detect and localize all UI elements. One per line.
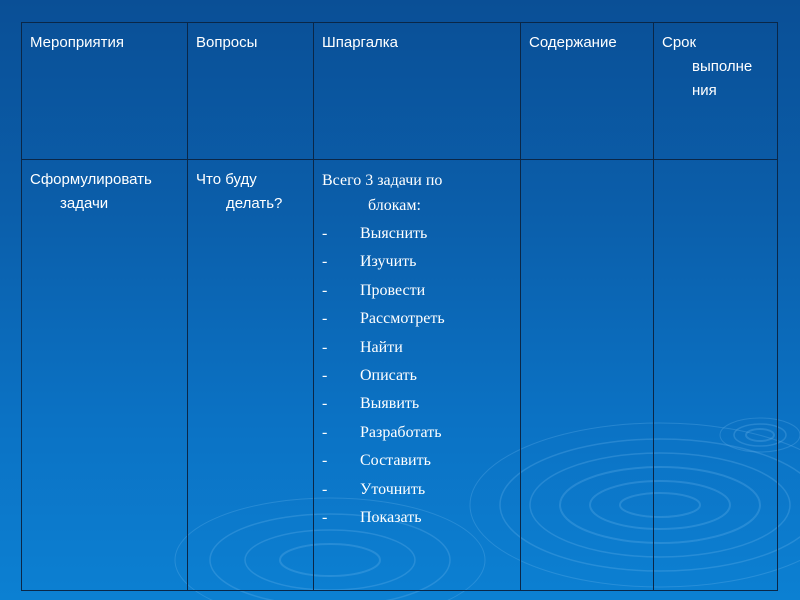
cell-voprosy <box>188 160 314 591</box>
list-item <box>314 476 520 504</box>
header-row <box>22 23 778 160</box>
header-shpargalka: Шпаргалка <box>322 34 399 51</box>
meropriyatiya-line1: Сформулировать <box>30 171 152 188</box>
list-item-label: Изучить <box>360 253 417 271</box>
list-item-label: Выяснить <box>360 225 428 242</box>
header-srok-line2: выполне <box>692 58 753 75</box>
list-dash: - <box>322 281 328 299</box>
srok-value <box>654 160 777 168</box>
cell-soderzhanie <box>521 160 654 591</box>
header-cell-shpargalka <box>314 23 521 160</box>
list-item-label: Провести <box>360 281 426 299</box>
voprosy-line1: Что буду <box>196 171 257 188</box>
list-item-label: Показать <box>360 508 422 526</box>
list-item-label: Составить <box>360 452 431 470</box>
list-dash: - <box>322 253 328 271</box>
header-srok-line3: ния <box>692 82 717 99</box>
header-cell-soderzhanie <box>521 23 654 160</box>
list-item <box>314 390 520 418</box>
header-voprosy: Вопросы <box>196 34 258 51</box>
cell-srok <box>654 160 778 591</box>
list-dash: - <box>322 508 328 526</box>
list-item <box>314 362 520 390</box>
header-meropriyatiya: Мероприятия <box>30 34 125 51</box>
cell-meropriyatiya <box>22 160 188 591</box>
shpargalka-intro-line2: блокам: <box>368 197 421 214</box>
voprosy-line2: делать? <box>226 195 283 212</box>
list-item <box>314 248 520 276</box>
header-srok <box>654 23 777 103</box>
header-cell-srok <box>654 23 778 160</box>
list-item-label: Разработать <box>360 423 442 441</box>
list-item-label: Выявить <box>360 395 420 413</box>
meropriyatiya-line2: задачи <box>60 195 109 212</box>
meropriyatiya-text <box>22 160 187 216</box>
list-item <box>314 334 520 362</box>
shpargalka-intro-line1: Всего 3 задачи по <box>322 172 443 189</box>
list-dash: - <box>322 423 328 441</box>
header-cell-voprosy <box>188 23 314 160</box>
table-row <box>22 160 778 591</box>
list-dash: - <box>322 395 328 413</box>
list-item <box>314 447 520 475</box>
list-item-label: Найти <box>360 338 403 356</box>
list-item-label: Описать <box>360 366 417 384</box>
header-srok-line1: Срок <box>662 34 697 51</box>
list-dash: - <box>322 338 328 356</box>
cell-shpargalka <box>314 160 521 591</box>
list-item-label: Уточнить <box>360 480 426 498</box>
task-list <box>314 220 520 532</box>
voprosy-text <box>188 160 313 216</box>
list-dash: - <box>322 366 328 384</box>
list-dash: - <box>322 225 328 242</box>
list-item <box>314 220 520 248</box>
list-item <box>314 504 520 532</box>
list-item <box>314 305 520 333</box>
planning-table <box>21 22 778 591</box>
list-item <box>314 277 520 305</box>
header-cell-meropriyatiya <box>22 23 188 160</box>
list-dash: - <box>322 310 328 328</box>
list-item-label: Рассмотреть <box>360 310 445 328</box>
shpargalka-content <box>314 160 520 218</box>
list-dash: - <box>322 452 328 470</box>
header-soderzhanie: Содержание <box>529 34 617 51</box>
list-item <box>314 419 520 447</box>
soderzhanie-value <box>521 160 653 168</box>
list-dash: - <box>322 480 328 498</box>
